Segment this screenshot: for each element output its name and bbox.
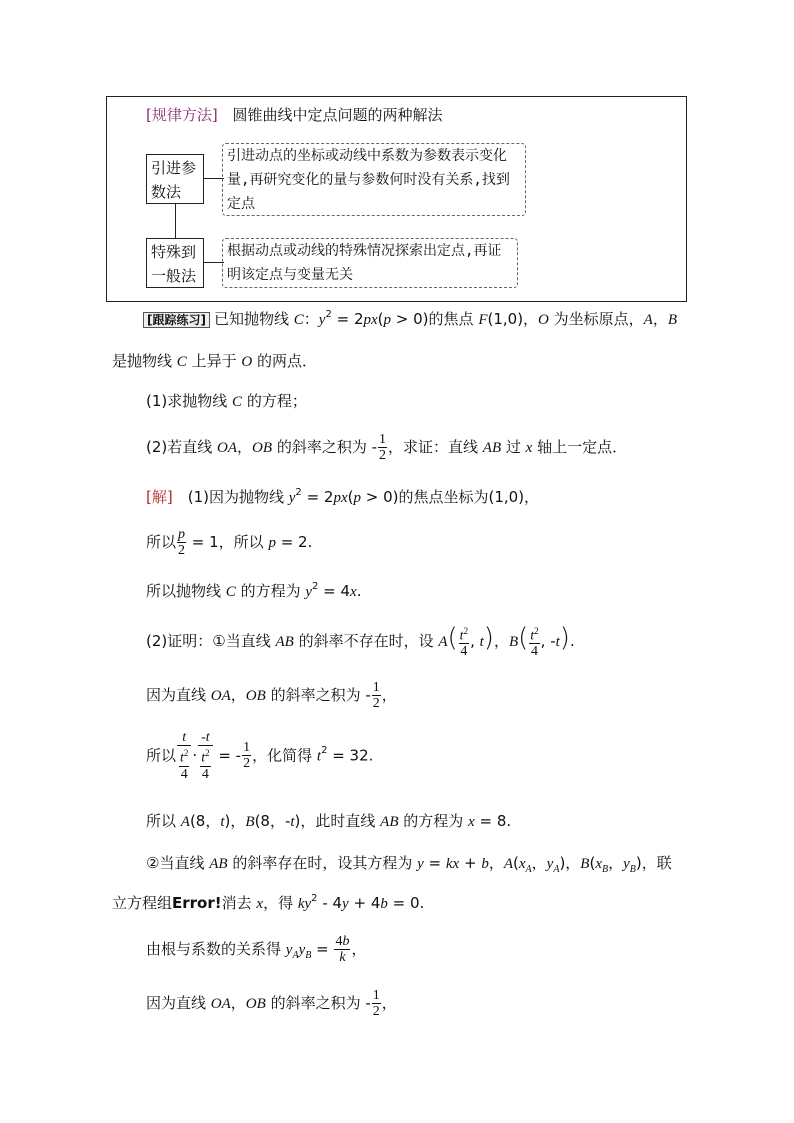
node-param-desc: 引进动点的坐标或动线中系数为参数表示变化量,再研究变化的量与参数何时没有关系,找到定点 [222, 143, 526, 216]
solution-line-11: 因为直线 OA，OB 的斜率之积为 - $\frac{1}{2}$ ， [146, 988, 397, 1019]
node-special-method: 特殊到一般法 [146, 238, 204, 288]
node-param-method: 引进参数法 [146, 154, 204, 204]
solution-line-3: 所以抛物线 C 的方程为 $y^2 = 4x$. [146, 581, 362, 600]
connector [204, 178, 224, 179]
solution-line-2: 所以 $\frac{p}{2}$ = 1，所以 p = 2. [146, 527, 313, 558]
solution-line-5: 因为直线 OA，OB 的斜率之积为 - $\frac{1}{2}$ ， [146, 680, 397, 711]
solution-line-4: (2)证明：①当直线 AB 的斜率不存在时，设 A( $\frac{t^2}{4}$ , t)，B( $\frac{t^2}{4}$ , -t). [146, 623, 575, 660]
solution-tag: [解] [146, 488, 173, 506]
solution-line-1: [解] (1)因为抛物线 $y^2 = 2px(p > 0)$的焦点坐标为(1,0)， [146, 487, 540, 506]
solution-line-10: 由根与系数的关系得 $y_Ay_B$ = $\frac{4b}{k}$ ， [146, 934, 367, 965]
practice-badge: [跟踪练习] [143, 312, 210, 328]
solution-line-8: ②当直线 AB 的斜率存在时，设其方程为 y = kx + b，$A(x_A$，$y_A$)，$B(x_B$，$y_B$)，联 [146, 854, 672, 875]
question-1: (1)求抛物线 C 的方程； [146, 392, 307, 410]
method-title [146, 104, 443, 125]
practice-line-1: [跟踪练习] 已知抛物线 C：$y^2 = 2px(p > 0)$的焦点 F(1,0)，O 为坐标原点，A，B [143, 308, 677, 329]
node-special-desc: 根据动点或动线的特殊情况探索出定点,再证明该定点与变量无关 [222, 238, 518, 288]
connector [204, 262, 224, 263]
solution-line-7: 所以 A(8，t)，B(8，-t)，此时直线 AB 的方程为 x = 8. [146, 812, 512, 830]
question-2: (2)若直线 OA，OB 的斜率之积为 - $\frac{1}{2}$ ，求证：直线 AB 过 x 轴上一定点． [146, 432, 628, 463]
method-heading: 圆锥曲线中定点问题的两种解法 [232, 106, 443, 124]
practice-line-2: 是抛物线 C 上异于 O 的两点． [112, 352, 317, 370]
connector [175, 204, 176, 238]
method-tag: [规律方法] [146, 106, 218, 124]
solution-line-6: 所以 $\frac{t}{\frac{t^2}{4}}$ · $\frac{-t}{\frac{t^2}{4}}$ = - $\frac{1}{2}$ ，化简得 $t^2 = 32$. [146, 730, 374, 782]
solution-line-9: 立方程组Error!消去 x，得 $ky^2 - 4y + 4b = 0$. [112, 893, 425, 912]
